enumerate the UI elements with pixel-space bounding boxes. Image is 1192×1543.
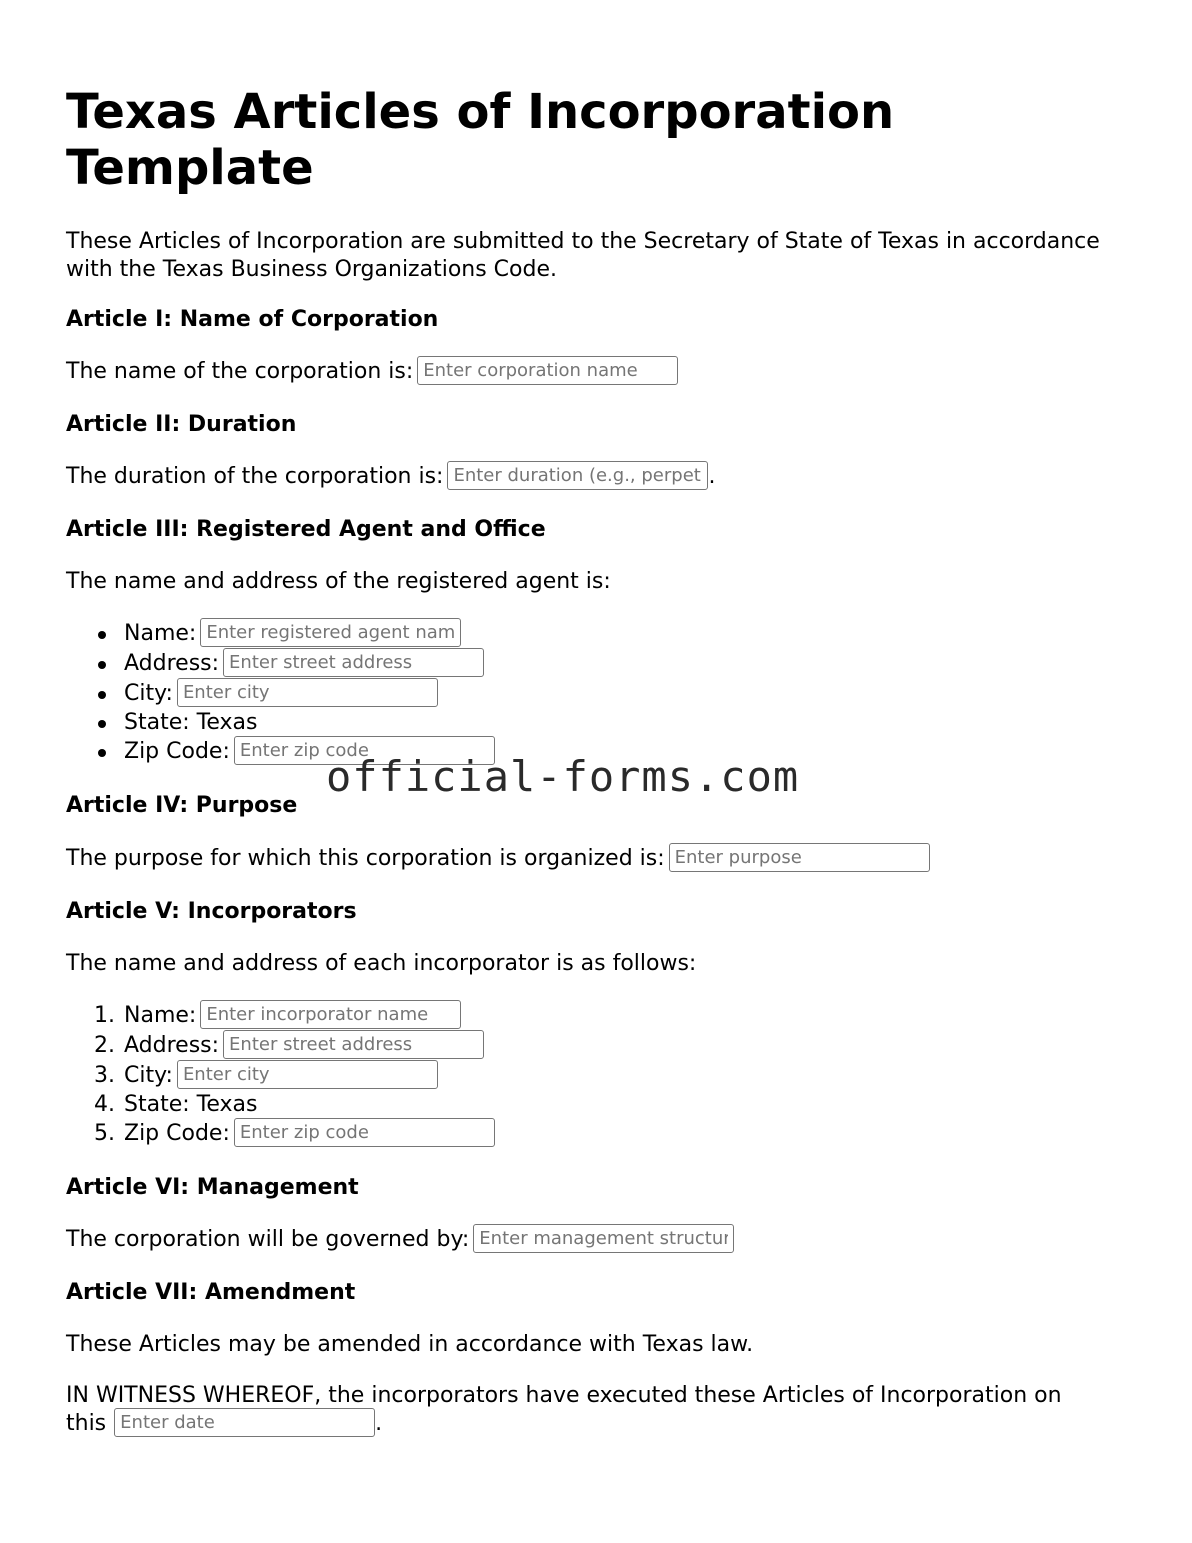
incorporator-city-label: City: bbox=[124, 1063, 173, 1088]
bullet-icon bbox=[98, 691, 106, 699]
watermark: official-forms.com bbox=[326, 752, 800, 801]
article-6-line bbox=[66, 1226, 734, 1254]
incorporator-zip-input[interactable] bbox=[234, 1118, 495, 1147]
management-input[interactable] bbox=[473, 1224, 734, 1253]
list-item bbox=[66, 1031, 495, 1061]
article-3-heading: Article III: Registered Agent and Office bbox=[66, 517, 546, 542]
list-item bbox=[66, 1091, 495, 1119]
agent-name-label: Name: bbox=[124, 621, 197, 646]
article-2-heading: Article II: Duration bbox=[66, 412, 297, 437]
incorporator-list bbox=[66, 1001, 495, 1149]
intro-paragraph: These Articles of Incorporation are submitted to the Secretary of State of Texas in accordance with the Texas Business Organizations Code. bbox=[66, 229, 1100, 282]
corporation-name-input[interactable] bbox=[417, 356, 678, 385]
article-2-line bbox=[66, 463, 715, 491]
bullet-icon bbox=[98, 720, 106, 728]
article-1-line bbox=[66, 358, 678, 386]
list-item bbox=[66, 1061, 495, 1091]
article-7-heading: Article VII: Amendment bbox=[66, 1280, 356, 1305]
witness-this-label: this bbox=[66, 1411, 107, 1436]
article-4-line bbox=[66, 845, 930, 873]
agent-city-input[interactable] bbox=[177, 678, 438, 707]
agent-city-label: City: bbox=[124, 681, 173, 706]
article-5-heading: Article V: Incorporators bbox=[66, 899, 357, 924]
bullet-icon bbox=[98, 631, 106, 639]
item-number: 3. bbox=[94, 1063, 115, 1088]
incorporator-name-input[interactable] bbox=[200, 1000, 461, 1029]
agent-zip-label: Zip Code: bbox=[124, 739, 230, 764]
page-title: Texas Articles of Incorporation Template bbox=[66, 84, 895, 196]
article-2-text: The duration of the corporation is: bbox=[66, 464, 444, 489]
list-item bbox=[66, 1119, 495, 1149]
list-item bbox=[66, 649, 495, 679]
registered-agent-list bbox=[66, 619, 495, 767]
witness-period: . bbox=[375, 1411, 383, 1436]
article-7-text: These Articles may be amended in accordance with Texas law. bbox=[66, 1332, 754, 1357]
agent-address-label: Address: bbox=[124, 651, 220, 676]
incorporator-state-text: State: Texas bbox=[124, 1092, 258, 1117]
article-1-text: The name of the corporation is: bbox=[66, 359, 414, 384]
incorporator-zip-label: Zip Code: bbox=[124, 1121, 230, 1146]
agent-address-input[interactable] bbox=[223, 648, 484, 677]
purpose-input[interactable] bbox=[669, 843, 930, 872]
list-item bbox=[66, 1001, 495, 1031]
incorporator-city-input[interactable] bbox=[177, 1060, 438, 1089]
incorporator-address-label: Address: bbox=[124, 1033, 220, 1058]
list-item bbox=[66, 619, 495, 649]
item-number: 5. bbox=[94, 1121, 115, 1146]
agent-name-input[interactable] bbox=[200, 618, 461, 647]
list-item bbox=[66, 709, 495, 737]
article-5-text: The name and address of each incorporator is as follows: bbox=[66, 951, 697, 976]
witness-date-line bbox=[66, 1410, 382, 1438]
article-4-heading: Article IV: Purpose bbox=[66, 793, 298, 818]
list-item bbox=[66, 679, 495, 709]
agent-state-text: State: Texas bbox=[124, 710, 258, 735]
article-3-text: The name and address of the registered agent is: bbox=[66, 569, 611, 594]
article-6-heading: Article VI: Management bbox=[66, 1175, 359, 1200]
incorporator-name-label: Name: bbox=[124, 1003, 197, 1028]
article-4-text: The purpose for which this corporation is organized is: bbox=[66, 846, 665, 871]
bullet-icon bbox=[98, 749, 106, 757]
article-2-period: . bbox=[708, 464, 716, 489]
article-6-text: The corporation will be governed by: bbox=[66, 1227, 470, 1252]
witness-text: IN WITNESS WHEREOF, the incorporators have executed these Articles of Incorporation on bbox=[66, 1383, 1062, 1408]
article-1-heading: Article I: Name of Corporation bbox=[66, 307, 439, 332]
date-input[interactable] bbox=[114, 1408, 375, 1437]
item-number: 4. bbox=[94, 1092, 115, 1117]
bullet-icon bbox=[98, 661, 106, 669]
item-number: 2. bbox=[94, 1033, 115, 1058]
duration-input[interactable] bbox=[447, 461, 708, 490]
incorporator-address-input[interactable] bbox=[223, 1030, 484, 1059]
item-number: 1. bbox=[94, 1003, 115, 1028]
